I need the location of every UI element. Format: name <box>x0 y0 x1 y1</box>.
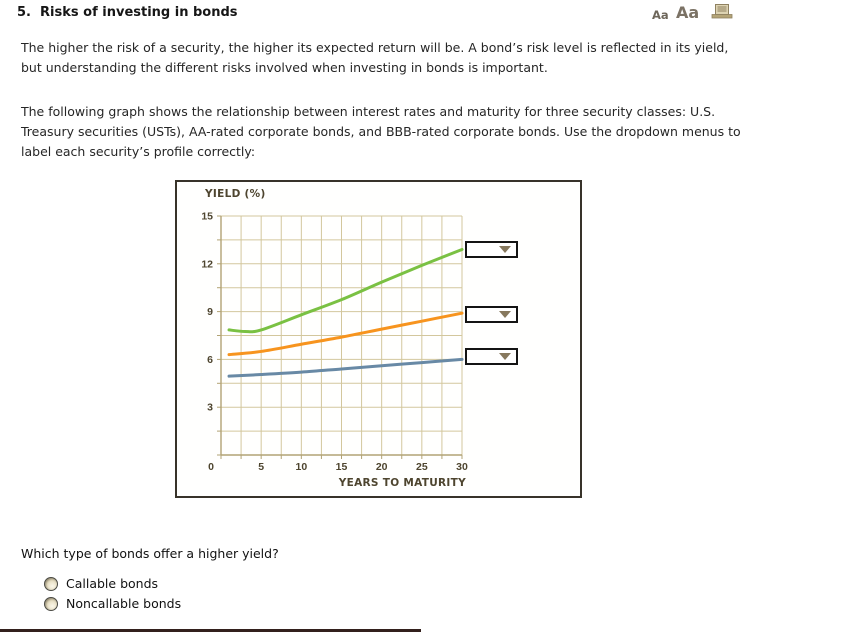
text-size-large-button[interactable]: Aa <box>676 3 700 22</box>
svg-text:25: 25 <box>415 461 428 473</box>
option-callable-bonds[interactable] <box>44 576 158 591</box>
intro-paragraph: The higher the risk of a security, the higher its expected return will be. A bond’s risk level is reflected in its yield, but understanding the different risks involved when investing in bonds is important. <box>21 40 729 75</box>
graph-instructions-paragraph: The following graph shows the relationship between interest rates and maturity for three security classes: U.S. Treasury securities (USTs), AA-rated corporate bonds, and BBB-rated corporate bonds. Use the dropdown menus to label each security’s profile correctly: <box>21 104 741 159</box>
chevron-down-icon <box>499 311 511 318</box>
svg-text:0: 0 <box>208 461 214 473</box>
svg-text:5: 5 <box>258 461 265 473</box>
security-dropdown-blue-curve[interactable] <box>465 348 518 365</box>
radio-button-icon[interactable] <box>44 597 58 611</box>
svg-text:3: 3 <box>207 401 213 414</box>
svg-text:20: 20 <box>375 461 388 473</box>
page-title: 5. Risks of investing in bonds <box>17 5 238 20</box>
chevron-down-icon <box>499 246 511 253</box>
svg-text:15: 15 <box>335 461 348 473</box>
svg-text:10: 10 <box>295 461 308 473</box>
svg-text:30: 30 <box>456 461 468 473</box>
radio-button-icon[interactable] <box>44 577 58 591</box>
x-axis-label: YEARS TO MATURITY <box>338 477 466 489</box>
option-noncallable-bonds[interactable] <box>44 596 181 611</box>
yield-curve-svg <box>177 182 580 496</box>
printer-icon <box>711 4 733 19</box>
text-size-small-button[interactable]: Aa <box>652 8 669 22</box>
print-button[interactable] <box>711 4 733 19</box>
chevron-down-icon <box>499 353 511 360</box>
y-axis-label: YIELD (%) <box>205 188 266 200</box>
security-dropdown-green-curve[interactable] <box>465 241 518 258</box>
orange-curve <box>229 313 462 354</box>
option-label[interactable]: Callable bonds <box>66 576 159 591</box>
svg-text:6: 6 <box>207 353 213 366</box>
svg-text:9: 9 <box>207 306 213 319</box>
security-dropdown-orange-curve[interactable] <box>465 306 518 323</box>
svg-text:12: 12 <box>201 258 213 271</box>
yield-curve-chart-panel <box>175 180 582 498</box>
blue-curve <box>229 359 462 376</box>
option-label[interactable]: Noncallable bonds <box>66 596 182 611</box>
question-text: Which type of bonds offer a higher yield? <box>21 546 279 561</box>
svg-text:15: 15 <box>201 210 213 223</box>
